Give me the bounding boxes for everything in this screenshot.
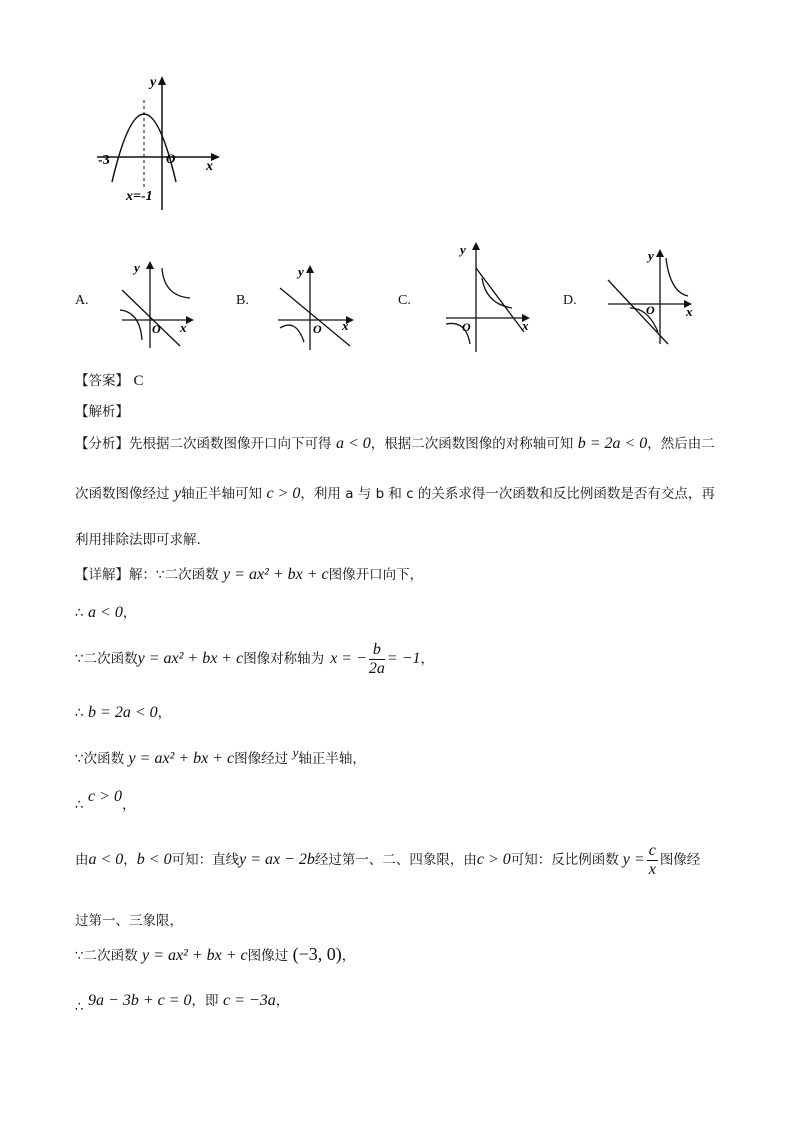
detail-line-3: ∵二次函数 y = ax² + bx + c 图像对称轴为 x = − $\frac{b}{2a}$ = −1 ，	[75, 640, 434, 677]
root-label: -3	[98, 153, 110, 168]
svg-text:y: y	[460, 242, 466, 257]
svg-text:O: O	[462, 320, 471, 334]
option-d-line	[608, 280, 668, 344]
detail-line-7: 由 a < 0 ， b < 0 可知：直线 y = ax − 2b 经过第一、二、四象限，由 c > 0 可知：反比例函数 y = $\frac{c}{x}$ 图像经	[75, 841, 701, 878]
svg-text:x: x	[686, 304, 693, 319]
detail-line-10: ∴ 9a − 3b + c = 0，即 c = −3a，	[75, 992, 290, 1015]
svg-text:y: y	[648, 248, 654, 263]
option-a-label: A.	[75, 293, 89, 308]
parabola-figure	[92, 70, 232, 215]
fraction-b-over-2a: $\frac{b}{2a}$	[368, 640, 385, 677]
answer-tag: 【答案】	[75, 373, 129, 389]
analysis-line-1: 【分析】先根据二次函数图像开口向下可得 a < 0，根据二次函数图像的对称轴可知 b = 2a < 0，然后由二	[75, 435, 715, 452]
detail-line-6: ∴ c > 0，	[75, 788, 136, 813]
detail-line-8: 过第一、三象限，	[75, 913, 183, 929]
option-b-graph	[272, 262, 362, 352]
y-label: y	[150, 75, 157, 90]
option-c-label: C.	[398, 293, 411, 308]
option-b-label: B.	[236, 293, 249, 308]
svg-text:O: O	[646, 303, 655, 317]
symmetry-label: x=-1	[126, 189, 153, 204]
analysis-tag: 【解析】	[75, 404, 129, 420]
detail-line-5: ∵次函数 y = ax² + bx + c图像经过 y轴正半轴，	[75, 745, 366, 767]
detail-line-9: ∵二次函数 y = ax² + bx + c图像过 (−3, 0)，	[75, 944, 356, 964]
y-arrow	[158, 76, 166, 85]
detail-line-1: 【详解】解：∵二次函数 y = ax² + bx + c图像开口向下，	[75, 566, 424, 583]
option-a-hyperbola-q3	[120, 310, 142, 340]
option-a-hyperbola-q1	[162, 268, 190, 298]
svg-text:O: O	[313, 322, 322, 336]
x-label: x	[206, 159, 213, 174]
option-b-hyperbola-q3	[280, 325, 304, 342]
svg-text:x: x	[180, 320, 187, 335]
option-a-graph	[110, 258, 200, 350]
option-b-line	[280, 288, 350, 346]
svg-text:y: y	[298, 264, 304, 279]
svg-text:y: y	[134, 260, 140, 275]
fraction-c-over-x: $\frac{c}{x}$	[648, 841, 656, 878]
svg-text:x: x	[522, 318, 529, 333]
detail-line-2: ∴ a < 0，	[75, 604, 137, 621]
origin-label: O	[166, 151, 176, 166]
answer-line	[75, 371, 143, 391]
option-d-hyperbola-q1	[666, 258, 688, 296]
answer-value: C	[133, 373, 144, 389]
svg-text:O: O	[152, 322, 161, 336]
option-a-line	[122, 290, 180, 346]
option-c-line	[476, 268, 524, 332]
option-d-label: D.	[563, 293, 577, 308]
analysis-line-3: 利用排除法即可求解.	[75, 532, 201, 548]
detail-line-4: ∴ b = 2a < 0，	[75, 704, 172, 721]
svg-text:x: x	[342, 318, 349, 333]
option-d-graph	[602, 246, 702, 346]
analysis-line-2: 次函数图像经过 y轴正半轴可知 c > 0，利用 a 与 b 和 c 的关系求得一次函数和反比例函数是否有交点，再	[75, 485, 715, 502]
option-c-graph	[440, 238, 540, 354]
